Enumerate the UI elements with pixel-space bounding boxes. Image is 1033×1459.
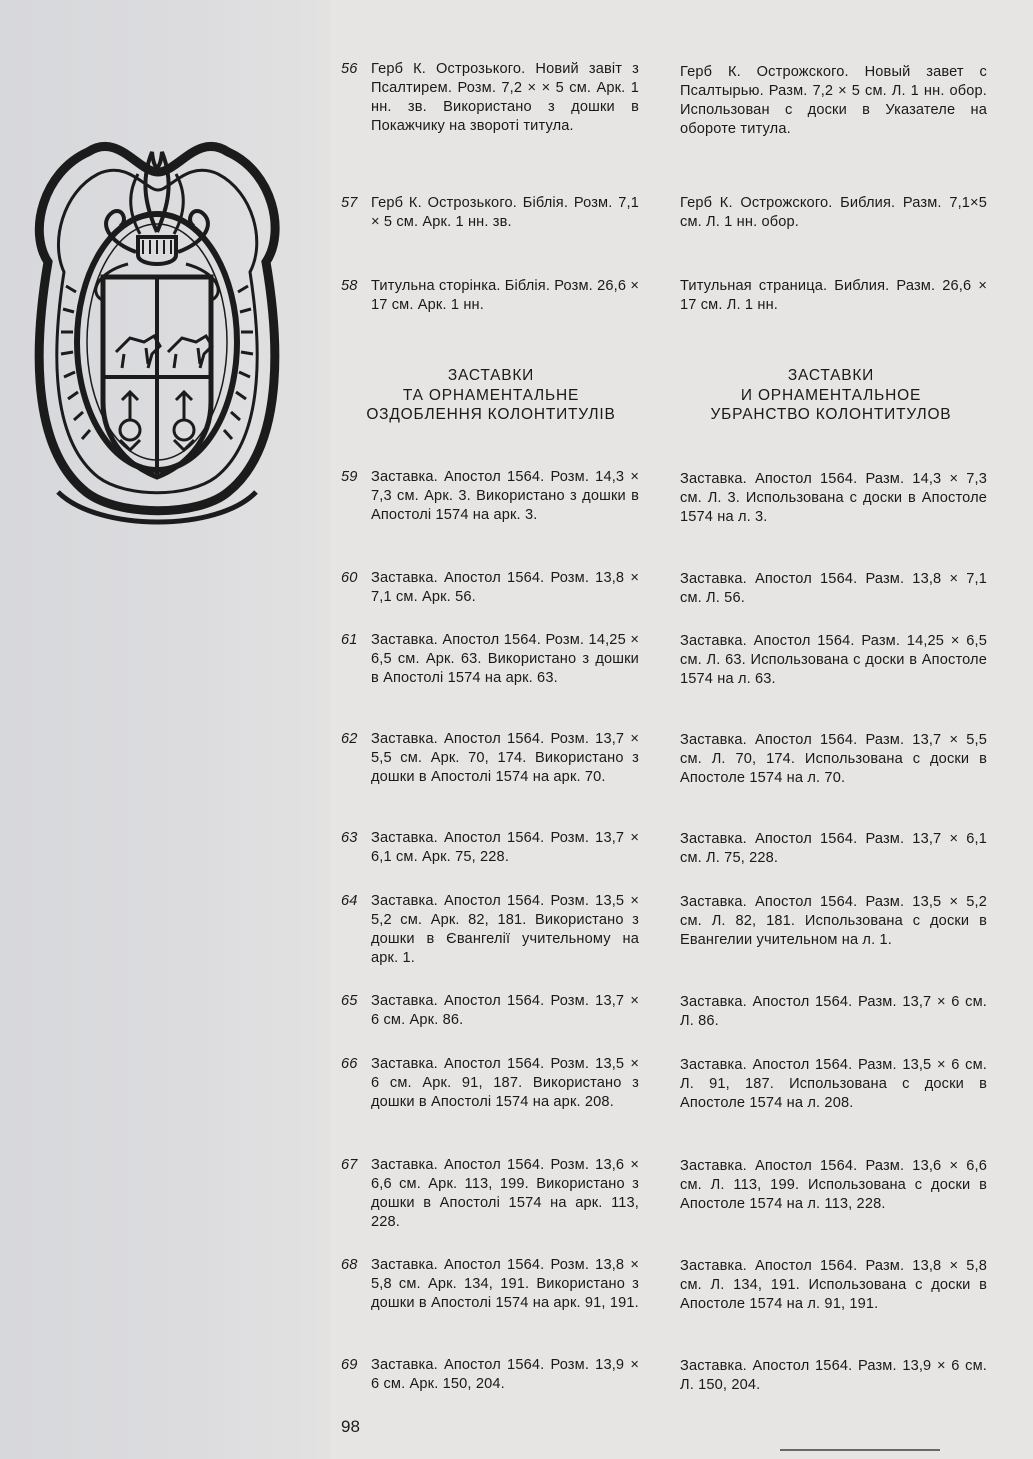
entry-text: Заставка. Апостол 1564. Разм. 14,3 × 7,3 см. Л. 3. Использована с доски в Апостоле 1574 на л. 3. [680,471,987,525]
entry-text: Заставка. Апостол 1564. Разм. 13,9 × 6 см. Л. 150, 204. [680,1358,987,1393]
entry-text: Заставка. Апостол 1564. Разм. 13,6 × 6,6 см. Л. 113, 199. Использована с доски в Апостоле 1574 на л. 113, 228. [680,1158,987,1212]
entry-text: Заставка. Апостол 1564. Разм. 13,8 × 7,1 см. Л. 56. [680,571,987,606]
entry-text: Заставка. Апостол 1564. Розм. 14,25 × 6,5 см. Арк. 63. Використано з дошки в Апостолі 1574 на арк. 63. [371,632,639,686]
entry-ru-56 [680,63,987,139]
entry-text: Заставка. Апостол 1564. Розм. 13,7 × 5,5 см. Арк. 70, 174. Використано з дошки в Апостолі 1574 на арк. 70. [371,731,639,785]
entry-uk-56 [341,60,639,136]
entry-ru-68 [680,1257,987,1314]
entry-ru-69 [680,1357,987,1395]
entry-ru-57 [680,194,987,232]
heading-line: И ОРНАМЕНТАЛЬНОЕ [740,386,922,404]
entry-uk-68 [341,1256,639,1313]
entry-text: Заставка. Апостол 1564. Розм. 13,8 × 5,8 см. Арк. 134, 191. Використано з дошки в Апостолі 1574 на арк. 91, 191. [371,1257,639,1311]
entry-ru-58 [680,277,987,315]
entry-text: Герб К. Острожского. Библия. Разм. 7,1×5 см. Л. 1 нн. обор. [680,195,987,230]
heading-line: ОЗДОБЛЕННЯ КОЛОНТИТУЛІВ [366,406,616,423]
entry-text: Заставка. Апостол 1564. Розм. 13,8 × 7,1 см. Арк. 56. [371,570,639,605]
entry-text: Герб К. Острозького. Новий завіт з Псалтирем. Розм. 7,2 × × 5 см. Арк. 1 нн. зв. Використано з дошки в Покажчику на звороті титула. [371,61,639,134]
entry-text: Титульна сторінка. Біблія. Розм. 26,6 × 17 см. Арк. 1 нн. [371,278,639,313]
entry-uk-60 [341,569,639,607]
entry-uk-58 [341,277,639,315]
entry-number: 62 [341,731,358,747]
entry-uk-69 [341,1356,639,1394]
entry-ru-63 [680,830,987,868]
entry-uk-64 [341,892,639,968]
entry-uk-59 [341,468,639,525]
entry-uk-63 [341,829,639,867]
entry-number: 61 [341,632,358,648]
entry-text: Заставка. Апостол 1564. Розм. 14,3 × 7,3 см. Арк. 3. Використано з дошки в Апостолі 1574 на арк. 3. [371,469,639,523]
entry-text: Заставка. Апостол 1564. Розм. 13,6 × 6,6 см. Арк. 113, 199. Використано з дошки в Апостолі 1574 на арк. 113, 228. [371,1157,639,1230]
entry-number: 67 [341,1157,358,1173]
entry-number: 66 [341,1056,358,1072]
entry-text: Заставка. Апостол 1564. Розм. 13,9 × 6 см. Арк. 150, 204. [371,1357,639,1392]
entry-uk-57 [341,194,639,232]
section-heading-ru [671,366,991,425]
entry-text: Герб К. Острожского. Новый завет с Псалтырью. Разм. 7,2 × 5 см. Л. 1 нн. обор. Использован с доски в Указателе на обороте титула. [680,64,987,137]
entry-text: Заставка. Апостол 1564. Разм. 14,25 × 6,5 см. Л. 63. Использована с доски в Апостоле 1574 на л. 63. [680,633,987,687]
entry-text: Заставка. Апостол 1564. Разм. 13,7 × 6 см. Л. 86. [680,994,987,1029]
entry-ru-65 [680,993,987,1031]
entry-text: Заставка. Апостол 1564. Розм. 13,7 × 6 см. Арк. 86. [371,993,639,1028]
entry-text: Заставка. Апостол 1564. Разм. 13,5 × 5,2 см. Л. 82, 181. Использована с доски в Евангелии учительном на л. 1. [680,894,987,948]
heading-line: УБРАНСТВО КОЛОНТИТУЛОВ [710,406,952,423]
entry-text: Заставка. Апостол 1564. Разм. 13,7 × 6,1 см. Л. 75, 228. [680,831,987,866]
entry-ru-64 [680,893,987,950]
entry-text: Заставка. Апостол 1564. Разм. 13,8 × 5,8 см. Л. 134, 191. Использована с доски в Апостоле 1574 на л. 91, 191. [680,1258,987,1312]
entry-number: 59 [341,469,358,485]
page-number: 98 [341,1417,360,1436]
entry-number: 60 [341,570,358,586]
entry-text: Заставка. Апостол 1564. Разм. 13,7 × 5,5 см. Л. 70, 174. Использована с доски в Апостоле 1574 на л. 70. [680,732,987,786]
heading-line: ТА ОРНАМЕНТАЛЬНЕ [402,386,580,404]
entry-number: 57 [341,195,358,211]
entry-number: 56 [341,61,358,77]
entry-text: Заставка. Апостол 1564. Разм. 13,5 × 6 см. Л. 91, 187. Использована с доски в Апостоле 1574 на л. 208. [680,1057,987,1111]
bottom-rule [780,1449,940,1451]
entry-text: Герб К. Острозького. Біблія. Розм. 7,1 × 5 см. Арк. 1 нн. зв. [371,195,639,230]
entry-ru-61 [680,632,987,689]
heading-line: ЗАСТАВКИ [447,367,535,384]
entry-ru-67 [680,1157,987,1214]
coat-of-arms-illustration [28,112,286,540]
entry-number: 64 [341,893,358,909]
entry-text: Заставка. Апостол 1564. Розм. 13,5 × 6 см. Арк. 91, 187. Використано з дошки в Апостолі 1574 на арк. 208. [371,1056,639,1110]
entry-ru-62 [680,731,987,788]
entry-number: 63 [341,830,358,846]
entry-uk-61 [341,631,639,688]
entry-number: 58 [341,278,358,294]
entry-uk-66 [341,1055,639,1112]
entry-ru-59 [680,470,987,527]
entry-number: 65 [341,993,358,1009]
entry-uk-62 [341,730,639,787]
entry-ru-60 [680,570,987,608]
section-heading-uk [338,366,644,425]
entry-number: 68 [341,1257,358,1273]
entry-uk-67 [341,1156,639,1232]
entry-uk-65 [341,992,639,1030]
entry-text: Титульная страница. Библия. Разм. 26,6 × 17 см. Л. 1 нн. [680,278,987,313]
entry-text: Заставка. Апостол 1564. Розм. 13,5 × 5,2 см. Арк. 82, 181. Використано з дошки в Євангелії учительному на арк. 1. [371,893,639,966]
heading-line: ЗАСТАВКИ [787,367,875,384]
entry-number: 69 [341,1357,358,1373]
entry-ru-66 [680,1056,987,1113]
entry-text: Заставка. Апостол 1564. Розм. 13,7 × 6,1 см. Арк. 75, 228. [371,830,639,865]
